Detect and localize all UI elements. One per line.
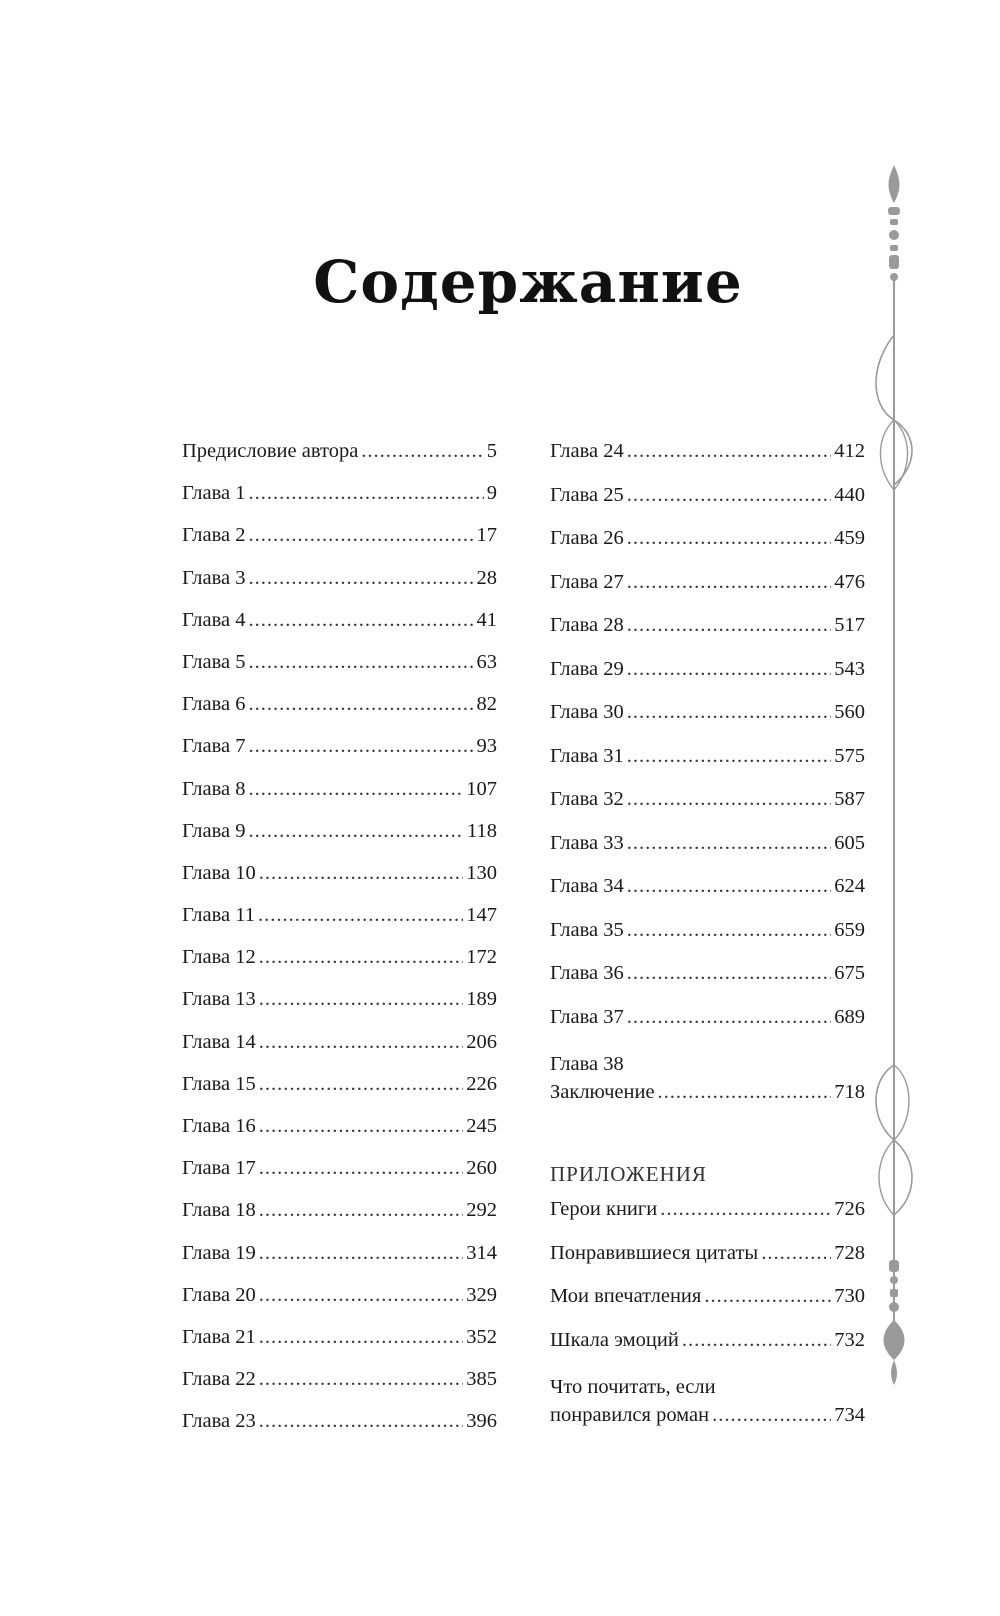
dot-leader (259, 1408, 463, 1435)
toc-entry-label: Глава 23 (182, 1410, 256, 1433)
dot-leader (627, 612, 831, 639)
toc-entry-page: 459 (834, 527, 865, 549)
dot-leader (259, 1113, 463, 1140)
toc-entry-page: 63 (476, 650, 497, 673)
toc-entry-label: Глава 9 (182, 819, 246, 842)
dot-leader (627, 482, 831, 509)
dot-leader (361, 438, 483, 465)
toc-entry-left-20[interactable] (182, 1282, 497, 1324)
toc-entry-left-8[interactable] (182, 776, 497, 818)
toc-entry-left-15[interactable] (182, 1071, 497, 1113)
toc-entry-label: Глава 30 (550, 701, 624, 723)
toc-entry-label: Мои впечатления (550, 1285, 702, 1307)
toc-entry-left-23[interactable] (182, 1408, 497, 1450)
toc-entry-label: Глава 22 (182, 1368, 256, 1391)
dot-leader (259, 1324, 463, 1351)
dot-leader (259, 1155, 463, 1182)
toc-entry-appendix-0[interactable] (550, 1196, 865, 1240)
toc-entry-left-6[interactable] (182, 691, 497, 733)
toc-entry-page: 292 (466, 1199, 497, 1222)
toc-entry-label: Глава 4 (182, 608, 246, 631)
toc-entry-right-11[interactable] (550, 917, 865, 961)
toc-entry-right-7[interactable] (550, 743, 865, 787)
toc-entry-label: Глава 36 (550, 962, 624, 984)
dot-leader (627, 656, 831, 683)
toc-entry-page: 17 (476, 524, 497, 547)
appendix-heading: ПРИЛОЖЕНИЯ (550, 1162, 707, 1186)
toc-entry-label: Глава 19 (182, 1241, 256, 1264)
toc-entry-right-3[interactable] (550, 569, 865, 613)
toc-entry-page: 93 (476, 735, 497, 758)
toc-entry-label: Глава 11 (182, 904, 256, 927)
toc-entry-left-12[interactable] (182, 944, 497, 986)
toc-entry-label: понравился роман (550, 1404, 710, 1426)
toc-entry-page: 385 (466, 1368, 497, 1391)
dot-leader (259, 1029, 463, 1056)
toc-entry-right-13[interactable] (550, 1004, 865, 1048)
dot-leader (259, 1240, 463, 1267)
toc-entry-left-9[interactable] (182, 818, 497, 860)
toc-entry-label: Глава 14 (182, 1030, 256, 1053)
toc-entry-page: 728 (834, 1241, 865, 1264)
toc-entry-page: 659 (834, 918, 865, 941)
toc-entry-label: Глава 25 (550, 483, 624, 506)
toc-entry-left-19[interactable] (182, 1240, 497, 1282)
dot-leader (259, 860, 463, 887)
toc-entry-label: Глава 35 (550, 918, 624, 941)
toc-entry-right-12[interactable] (550, 960, 865, 1004)
toc-entry-page: 605 (834, 831, 865, 854)
dot-leader (249, 649, 474, 676)
toc-entry-label: Глава 26 (550, 527, 624, 549)
toc-entry-right-5[interactable] (550, 656, 865, 700)
toc-entry-left-22[interactable] (182, 1366, 497, 1408)
toc-entry-label: Глава 12 (182, 946, 256, 969)
dot-leader (627, 438, 831, 465)
dot-leader (249, 480, 484, 507)
dot-leader (660, 1196, 831, 1223)
toc-left-column (182, 438, 497, 1451)
toc-entry-page: 575 (834, 744, 865, 767)
toc-entry-label: Глава 37 (550, 1005, 624, 1028)
toc-entry-label: Глава 7 (182, 735, 246, 758)
toc-entry-left-2[interactable] (182, 522, 497, 564)
dot-leader (259, 1282, 463, 1309)
toc-entry-label: Глава 32 (550, 788, 624, 810)
toc-entry-left-21[interactable] (182, 1324, 497, 1366)
toc-entry-label: Глава 16 (182, 1115, 256, 1137)
dot-leader (258, 902, 463, 929)
toc-entry-label: Глава 2 (182, 524, 246, 547)
toc-entry-label: Герои книги (550, 1198, 658, 1220)
toc-entry-page: 107 (466, 777, 497, 800)
dot-leader (627, 743, 831, 770)
toc-entry-page: 9 (486, 482, 497, 505)
toc-entry-right-8[interactable] (550, 786, 865, 830)
toc-entry-page: 260 (466, 1157, 497, 1180)
toc-entry-chapter-38[interactable] (550, 1049, 865, 1106)
toc-entry-left-11[interactable] (182, 902, 497, 944)
toc-entry-label: Глава 24 (550, 440, 624, 462)
toc-entry-left-14[interactable] (182, 1029, 497, 1071)
dot-leader (627, 786, 831, 813)
toc-entry-page: 543 (834, 657, 865, 680)
toc-entry-page: 130 (466, 861, 497, 884)
dot-leader (658, 1079, 832, 1106)
toc-entry-appendix-2[interactable] (550, 1283, 865, 1327)
toc-entry-label: Глава 15 (182, 1072, 256, 1095)
dot-leader (627, 569, 831, 596)
toc-entry-line1: Что почитать, если (550, 1376, 716, 1398)
toc-entry-left-7[interactable] (182, 733, 497, 775)
toc-entry-label: Глава 28 (550, 614, 624, 636)
toc-entry-label: Глава 5 (182, 650, 246, 673)
toc-entry-right-0[interactable] (550, 438, 865, 482)
dot-leader (627, 1004, 831, 1031)
toc-entry-right-6[interactable] (550, 699, 865, 743)
toc-entry-page: 624 (834, 875, 865, 897)
dot-leader (249, 691, 474, 718)
toc-entry-page: 82 (476, 693, 497, 716)
dot-leader (249, 607, 474, 634)
toc-entry-page: 147 (466, 904, 497, 927)
toc-entry-label: Глава 17 (182, 1157, 256, 1180)
toc-entry-page: 560 (834, 701, 865, 723)
toc-entry-page: 226 (466, 1072, 497, 1095)
page-title: Содержание (313, 248, 743, 316)
dot-leader (627, 873, 831, 900)
toc-entry-left-10[interactable] (182, 860, 497, 902)
toc-entry-page: 245 (466, 1115, 497, 1137)
toc-entry-page: 732 (834, 1328, 865, 1351)
toc-entry-page: 329 (466, 1283, 497, 1306)
toc-entry-label: Глава 33 (550, 831, 624, 854)
toc-entry-page: 172 (466, 946, 497, 969)
toc-entry-label: Понравившиеся цитаты (550, 1241, 759, 1264)
toc-entry-appendix-last[interactable] (550, 1372, 865, 1429)
toc-entry-left-18[interactable] (182, 1197, 497, 1239)
toc-entry-page: 118 (467, 819, 497, 842)
toc-entry-label: Глава 10 (182, 861, 256, 884)
toc-entry-left-5[interactable] (182, 649, 497, 691)
toc-entry-page: 517 (834, 614, 865, 636)
toc-entry-page: 675 (834, 962, 865, 984)
toc-entry-page: 206 (466, 1030, 497, 1053)
toc-entry-label: Шкала эмоций (550, 1328, 679, 1351)
dot-leader (259, 1366, 463, 1393)
dot-leader (259, 1197, 463, 1224)
toc-entry-label: Предисловие автора (182, 440, 359, 462)
toc-entry-label: Глава 20 (182, 1283, 256, 1306)
toc-entry-right-4[interactable] (550, 612, 865, 656)
dot-leader (259, 986, 463, 1013)
toc-entry-page: 189 (466, 988, 497, 1011)
toc-entry-page: 314 (466, 1241, 497, 1264)
dot-leader (627, 525, 831, 552)
toc-entry-label: Глава 1 (182, 482, 246, 505)
dot-leader (259, 944, 463, 971)
dot-leader (627, 830, 831, 857)
dot-leader (712, 1402, 831, 1429)
toc-entry-right-1[interactable] (550, 482, 865, 526)
dot-leader (249, 522, 474, 549)
toc-entry-page: 689 (834, 1005, 865, 1028)
toc-entry-label: Глава 34 (550, 875, 624, 897)
toc-entry-label: Глава 18 (182, 1199, 256, 1222)
decorative-ornament-icon (868, 165, 920, 1440)
dot-leader (627, 960, 831, 987)
dot-leader (704, 1283, 831, 1310)
toc-entry-label: Глава 13 (182, 988, 256, 1011)
toc-entry-page: 396 (466, 1410, 497, 1433)
toc-entry-left-16[interactable] (182, 1113, 497, 1155)
dot-leader (682, 1327, 831, 1354)
toc-right-column (550, 438, 865, 1429)
toc-entry-page: 726 (834, 1198, 865, 1220)
toc-entry-label: Заключение (550, 1081, 655, 1103)
toc-entry-right-9[interactable] (550, 830, 865, 874)
toc-entry-left-4[interactable] (182, 607, 497, 649)
toc-entry-page: 476 (834, 570, 865, 593)
toc-entry-left-13[interactable] (182, 986, 497, 1028)
toc-entry-page: 718 (834, 1081, 865, 1103)
toc-entry-left-17[interactable] (182, 1155, 497, 1197)
toc-entry-page: 734 (834, 1404, 865, 1426)
toc-entry-page: 5 (486, 440, 497, 462)
toc-entry-left-1[interactable] (182, 480, 497, 522)
toc-entry-line1: Глава 38 (550, 1053, 624, 1075)
toc-entry-label: Глава 6 (182, 693, 246, 716)
toc-entry-right-2[interactable] (550, 525, 865, 569)
dot-leader (249, 776, 464, 803)
dot-leader (249, 818, 464, 845)
toc-entry-appendix-1[interactable] (550, 1240, 865, 1284)
dot-leader (627, 699, 831, 726)
toc-entry-left-0[interactable] (182, 438, 497, 480)
toc-entry-label: Глава 31 (550, 744, 624, 767)
dot-leader (627, 917, 831, 944)
dot-leader (761, 1240, 831, 1267)
toc-entry-left-3[interactable] (182, 565, 497, 607)
dot-leader (259, 1071, 463, 1098)
dot-leader (249, 565, 474, 592)
toc-entry-page: 587 (834, 788, 865, 810)
toc-entry-page: 41 (476, 608, 497, 631)
toc-entry-page: 440 (834, 483, 865, 506)
toc-entry-label: Глава 3 (182, 566, 246, 589)
toc-entry-label: Глава 27 (550, 570, 624, 593)
toc-entry-appendix-3[interactable] (550, 1327, 865, 1371)
dot-leader (249, 733, 474, 760)
toc-entry-page: 412 (834, 440, 865, 462)
toc-entry-page: 730 (834, 1285, 865, 1307)
toc-entry-label: Глава 8 (182, 777, 246, 800)
toc-entry-label: Глава 21 (182, 1325, 256, 1348)
toc-entry-page: 352 (466, 1325, 497, 1348)
toc-entry-label: Глава 29 (550, 657, 624, 680)
toc-entry-right-10[interactable] (550, 873, 865, 917)
toc-entry-page: 28 (476, 566, 497, 589)
